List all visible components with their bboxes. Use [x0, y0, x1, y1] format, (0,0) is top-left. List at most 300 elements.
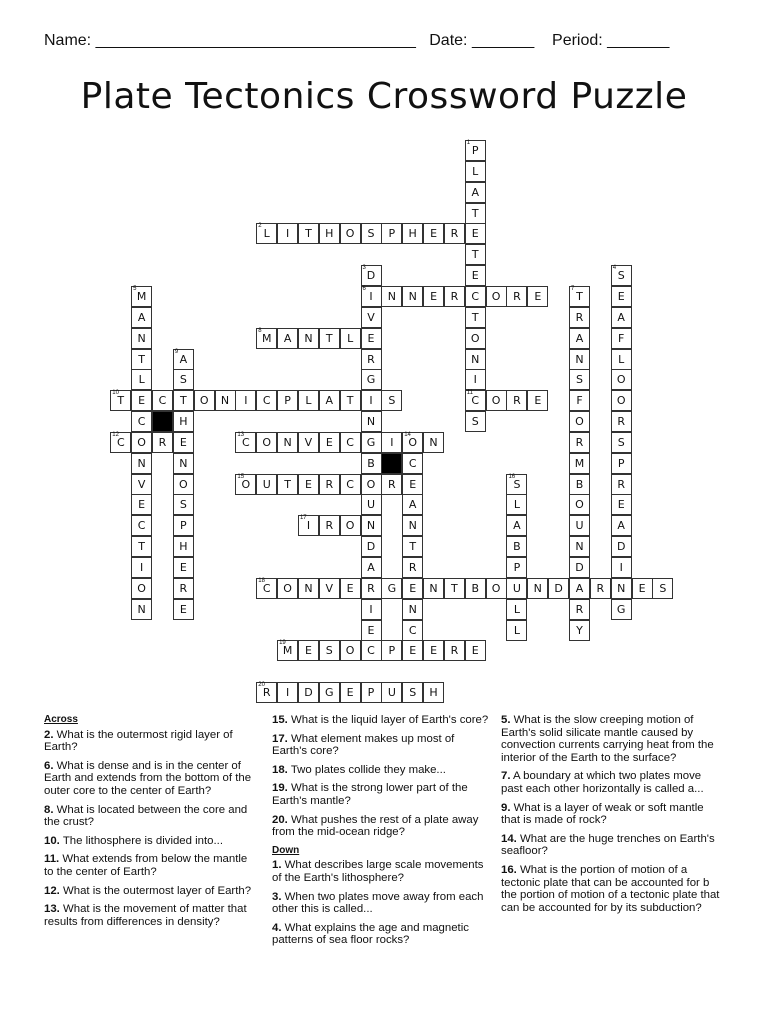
cell-letter: I: [619, 561, 623, 574]
cell-letter: R: [367, 352, 375, 366]
clue-down-4: 4. What explains the age and magnetic patterns of sea floor rocks?: [272, 921, 469, 947]
cell-letter: E: [304, 644, 312, 658]
cell-letter: S: [617, 269, 625, 283]
grid-cell: [569, 557, 590, 578]
grid-cell: [361, 349, 382, 370]
cell-letter: R: [408, 561, 417, 574]
cell-letter: E: [617, 498, 625, 512]
clue-number: 11: [466, 390, 473, 397]
name-label: Name:: [44, 32, 92, 49]
cell-letter: R: [325, 519, 334, 533]
cell-letter: T: [305, 227, 312, 241]
cell-letter: U: [387, 686, 396, 700]
grid-cell: [465, 244, 486, 265]
cell-letter: N: [387, 289, 396, 303]
cell-letter: I: [306, 519, 311, 533]
student-info-line: Name: ____________________________________ Date: _______ Period: _______: [44, 32, 670, 49]
cell-letter: E: [471, 227, 479, 241]
clue-number: 15: [237, 473, 245, 480]
cell-letter: S: [325, 644, 333, 658]
grid-cell: [298, 328, 319, 349]
cell-letter: N: [575, 352, 584, 366]
cell-letter: P: [388, 227, 396, 241]
grid-cell: [215, 390, 236, 411]
grid-cell: [465, 140, 486, 161]
clue-across-8: 8. What is located between the core and the crust?: [44, 803, 248, 829]
grid-cell: [465, 265, 486, 286]
cell-letter: E: [304, 477, 312, 491]
cell-letter: A: [283, 331, 292, 345]
grid-cell: [173, 474, 194, 495]
grid-cell: [611, 328, 632, 349]
grid-cell: [361, 494, 382, 515]
grid-cell: [611, 578, 632, 599]
cell-letter: N: [429, 581, 438, 595]
grid-cell: [152, 432, 173, 453]
grid-cell: [381, 682, 402, 703]
grid-cell: [611, 453, 632, 474]
clue-number: 14: [404, 431, 411, 438]
grid-cell: [402, 599, 423, 620]
clue-number: 6: [362, 285, 366, 292]
grid-cell: [402, 453, 423, 474]
cell-letter: H: [179, 415, 188, 429]
cell-letter: L: [138, 373, 145, 387]
cell-letter: S: [388, 394, 396, 408]
grid-cell: [298, 682, 319, 703]
cell-letter: V: [304, 435, 313, 449]
grid-cell: [256, 328, 277, 349]
clue-down-5: 5. What is the slow creeping motion of Earth's solid silicate mantle caused by convection currents carrying heat from the interior of the Earth to the surface?: [501, 714, 714, 764]
grid-cell: [569, 328, 590, 349]
grid-cell: [611, 307, 632, 328]
grid-cell: [194, 390, 215, 411]
cell-letter: N: [575, 540, 584, 554]
cell-letter: P: [367, 686, 375, 700]
cell-letter: T: [409, 540, 417, 554]
grid-cell: [611, 286, 632, 307]
grid-cell: [402, 432, 423, 453]
grid-cell: [527, 390, 548, 411]
cell-letter: G: [616, 602, 626, 616]
grid-cell: [131, 349, 152, 370]
cell-letter: O: [179, 477, 188, 491]
grid-cell: [402, 536, 423, 557]
cell-letter: A: [325, 394, 334, 408]
cell-letter: C: [262, 581, 271, 595]
cell-letter: N: [533, 581, 542, 595]
cell-letter: E: [179, 435, 187, 449]
cell-letter: S: [409, 686, 417, 700]
grid-cell: [173, 536, 194, 557]
grid-cell: [277, 474, 298, 495]
cell-letter: T: [138, 352, 145, 366]
cell-letter: E: [471, 269, 479, 283]
grid-cell: [361, 474, 382, 495]
grid-cell: [340, 390, 361, 411]
cell-letter: N: [137, 456, 146, 470]
cell-letter: O: [345, 227, 355, 241]
grid-cell: [319, 474, 340, 495]
clue-number: 7: [571, 285, 575, 292]
cell-letter: E: [409, 581, 417, 595]
cell-letter: E: [534, 394, 542, 408]
grid-cell: [611, 390, 632, 411]
page-title: Plate Tectonics Crossword Puzzle: [80, 76, 688, 117]
clue-number: 3: [362, 265, 366, 272]
clue-number: 9: [174, 348, 179, 355]
cell-letter: C: [137, 519, 146, 533]
grid-cell: [444, 223, 465, 244]
grid-cell: [611, 432, 632, 453]
cell-letter: P: [388, 644, 396, 658]
grid-cell: [506, 557, 527, 578]
grid-cell: [361, 557, 382, 578]
cell-letter: B: [367, 456, 375, 470]
grid-cell: [611, 265, 632, 286]
cell-letter: C: [137, 415, 146, 429]
cell-letter: R: [575, 435, 584, 449]
grid-cell: [361, 515, 382, 536]
cell-letter: I: [473, 373, 477, 387]
cell-letter: H: [408, 227, 417, 241]
grid-cell: [506, 536, 527, 557]
grid-cell: [569, 390, 590, 411]
cell-letter: P: [617, 456, 625, 470]
grid-cell: [131, 515, 152, 536]
cell-letter: A: [575, 581, 584, 595]
grid-cell: [381, 432, 402, 453]
down-heading: Down: [272, 844, 300, 856]
cell-letter: L: [305, 394, 312, 408]
cell-letter: S: [179, 498, 187, 512]
grid-cell: [569, 307, 590, 328]
cell-letter: N: [304, 331, 313, 345]
cell-letter: O: [491, 394, 501, 408]
grid-cell: [319, 682, 340, 703]
cell-letter: A: [575, 331, 584, 345]
cell-letter: E: [430, 644, 438, 658]
cell-letter: E: [367, 623, 375, 637]
grid-cell: [361, 328, 382, 349]
cell-letter: I: [390, 435, 394, 449]
grid-cell: [298, 640, 319, 661]
grid-cell: [131, 369, 152, 390]
cell-letter: C: [116, 435, 125, 449]
clues-column-3: [501, 714, 723, 920]
grid-cell: [277, 328, 298, 349]
cell-letter: B: [575, 477, 584, 491]
cell-letter: L: [618, 352, 625, 366]
cell-letter: I: [285, 227, 290, 241]
clue-number: 8: [258, 327, 262, 334]
cell-letter: R: [262, 686, 271, 700]
grid-cell: [381, 578, 402, 599]
grid-cell: [110, 390, 131, 411]
cell-letter: T: [284, 477, 291, 491]
across-heading: Across: [44, 714, 78, 725]
grid-cell: [173, 432, 194, 453]
cell-letter: H: [179, 540, 188, 554]
cell-letter: G: [366, 373, 376, 387]
grid-cell: [444, 640, 465, 661]
grid-cell: [235, 390, 256, 411]
cell-letter: E: [138, 498, 146, 512]
grid-cell: [298, 432, 319, 453]
grid-cell: [131, 599, 152, 620]
cell-letter: D: [616, 540, 626, 554]
clues-column-2: [272, 714, 490, 953]
cell-letter: O: [491, 289, 501, 303]
cell-letter: A: [367, 561, 375, 574]
grid-cell: [569, 349, 590, 370]
cell-letter: D: [575, 561, 584, 574]
cell-letter: R: [617, 415, 626, 429]
cell-letter: T: [471, 206, 479, 220]
clue-down-7: 7. A boundary at which two plates move past each other horizontally is called a...: [501, 770, 704, 795]
grid-cell: [548, 578, 569, 599]
grid-cell: [277, 390, 298, 411]
cell-letter: N: [366, 415, 376, 429]
cell-letter: N: [179, 456, 188, 470]
cell-letter: C: [346, 477, 354, 491]
clue-across-2: 2. What is the outermost rigid layer of Earth?: [44, 728, 233, 754]
grid-cell: [381, 223, 402, 244]
clue-number: 10: [112, 390, 119, 397]
grid-cell: [465, 349, 486, 370]
clue-across-13: 13. What is the movement of matter that results from differences in density?: [44, 903, 247, 928]
grid-cell: [590, 578, 611, 599]
grid-cell: [611, 369, 632, 390]
clue-number: 13: [237, 431, 245, 438]
cell-letter: N: [617, 581, 626, 595]
cell-letter: R: [513, 289, 521, 303]
cell-letter: E: [346, 686, 354, 700]
grid-cell: [423, 682, 444, 703]
cell-letter: O: [366, 477, 376, 491]
cell-letter: O: [241, 477, 251, 491]
cell-letter: T: [471, 248, 479, 262]
cell-letter: E: [409, 477, 417, 491]
grid-cell: [381, 390, 402, 411]
cell-letter: O: [345, 644, 355, 658]
clue-across-18: 18. Two plates collide they make...: [272, 763, 446, 776]
clue-down-1: 1. What describes large scale movements of the Earth's lithosphere?: [272, 859, 484, 884]
grid-cell: [402, 557, 423, 578]
grid-cell: [465, 578, 486, 599]
grid-cell: [423, 286, 444, 307]
cell-letter: N: [429, 435, 438, 449]
cell-letter: O: [616, 394, 626, 408]
cell-letter: R: [513, 394, 521, 408]
grid-cell: [402, 515, 423, 536]
grid-cell: [506, 620, 527, 641]
grid-cell: [131, 390, 152, 411]
grid-cell: [361, 620, 382, 641]
grid-cell: [319, 640, 340, 661]
cell-letter: N: [220, 394, 230, 408]
grid-cell: [423, 432, 444, 453]
grid-cell: [402, 286, 423, 307]
cell-letter: E: [409, 644, 417, 658]
cell-letter: C: [367, 644, 375, 658]
grid-cell: [402, 474, 423, 495]
grid-cell: [569, 494, 590, 515]
cell-letter: U: [575, 519, 584, 533]
cell-letter: V: [325, 581, 334, 595]
grid-cell: [173, 557, 194, 578]
grid-cell: [361, 599, 382, 620]
cell-letter: T: [471, 310, 479, 324]
cell-letter: E: [346, 581, 354, 595]
grid-cell: [131, 411, 152, 432]
cell-letter: R: [617, 477, 626, 491]
cell-letter: C: [346, 435, 354, 449]
grid-cell: [465, 307, 486, 328]
cell-letter: E: [179, 561, 187, 574]
cell-letter: G: [366, 435, 376, 449]
cell-letter: U: [366, 498, 376, 512]
cell-letter: I: [369, 394, 373, 408]
cell-letter: U: [512, 581, 521, 595]
grid-cell: [173, 453, 194, 474]
grid-cell: [277, 640, 298, 661]
grid-cell: [506, 515, 527, 536]
cell-letter: N: [137, 331, 146, 345]
grid-cell: [361, 453, 382, 474]
grid-cell: [319, 328, 340, 349]
cell-letter: G: [325, 686, 334, 700]
cell-letter: D: [366, 269, 376, 283]
grid-cell: [506, 474, 527, 495]
cell-letter: N: [408, 519, 417, 533]
grid-cell: [402, 578, 423, 599]
cell-letter: T: [346, 394, 354, 408]
grid-cell: [486, 390, 507, 411]
grid-cell: [361, 432, 382, 453]
cell-letter: P: [284, 394, 291, 408]
cell-letter: D: [304, 686, 313, 700]
cell-letter: E: [534, 289, 542, 303]
grid-cell: [298, 474, 319, 495]
cell-letter: R: [179, 581, 188, 595]
cell-letter: V: [137, 477, 146, 491]
cell-letter: A: [179, 352, 188, 366]
grid-cell: [569, 536, 590, 557]
grid-cell: [298, 578, 319, 599]
grid-cell: [506, 494, 527, 515]
grid-cell: [340, 578, 361, 599]
clue-number: 16: [508, 473, 516, 480]
grid-cell: [361, 286, 382, 307]
cell-letter: I: [140, 561, 144, 574]
grid-cell: [173, 599, 194, 620]
grid-cell: [340, 328, 361, 349]
cell-letter: H: [325, 227, 334, 241]
clue-number: 19: [279, 640, 286, 647]
grid-cell: [340, 474, 361, 495]
grid-cell: [298, 223, 319, 244]
grid-cell: [569, 369, 590, 390]
grid-cell: [131, 494, 152, 515]
grid-cell: [361, 265, 382, 286]
cell-letter: O: [470, 331, 480, 345]
grid-cell: [465, 390, 486, 411]
grid-cell: [319, 223, 340, 244]
grid-cell: [465, 203, 486, 224]
clue-number: 2: [258, 223, 262, 230]
grid-cell: [235, 474, 256, 495]
clue-across-17: 17. What element makes up most of Earth's core?: [272, 732, 455, 758]
grid-cell: [506, 390, 527, 411]
grid-cell: [298, 515, 319, 536]
grid-cell: [506, 578, 527, 599]
clue-down-9: 9. What is a layer of weak or soft mantle that is made of rock?: [501, 801, 704, 827]
grid-cell: [465, 286, 486, 307]
cell-letter: R: [450, 227, 459, 241]
grid-cell: [611, 515, 632, 536]
grid-cell: [486, 578, 507, 599]
clue-number: 5: [133, 285, 137, 292]
cell-letter: N: [408, 289, 417, 303]
cell-letter: A: [408, 498, 417, 512]
cell-letter: L: [472, 164, 479, 178]
grid-cell: [319, 432, 340, 453]
grid-cell: [423, 640, 444, 661]
cell-letter: S: [513, 477, 521, 491]
cell-letter: H: [429, 686, 438, 700]
grid-cell: [131, 286, 152, 307]
grid-cell: [173, 390, 194, 411]
grid-cell: [340, 682, 361, 703]
cell-letter: A: [513, 519, 521, 533]
cell-letter: C: [408, 623, 417, 637]
cell-letter: R: [158, 435, 167, 449]
cell-letter: R: [367, 581, 375, 595]
grid-cell: [611, 557, 632, 578]
cell-letter: O: [575, 415, 584, 429]
grid-cell: [402, 223, 423, 244]
grid-cell: [361, 640, 382, 661]
clue-number: 4: [612, 265, 617, 272]
cell-letter: S: [617, 435, 625, 449]
cell-letter: L: [347, 331, 354, 345]
grid-cell: [569, 474, 590, 495]
cell-letter: E: [430, 227, 438, 241]
grid-cell: [569, 432, 590, 453]
black-square: [152, 411, 173, 432]
grid-cell: [381, 640, 402, 661]
grid-cell: [361, 223, 382, 244]
grid-cell: [361, 578, 382, 599]
grid-cell: [256, 223, 277, 244]
grid-cell: [131, 453, 152, 474]
grid-cell: [465, 182, 486, 203]
grid-cell: [611, 411, 632, 432]
cell-letter: E: [638, 581, 646, 595]
clue-down-3: 3. When two plates move away from each other this is called...: [272, 890, 484, 916]
cell-letter: N: [471, 352, 480, 366]
grid-cell: [173, 349, 194, 370]
cell-letter: C: [242, 435, 250, 449]
grid-cell: [444, 286, 465, 307]
cell-letter: S: [471, 415, 479, 429]
grid-cell: [569, 286, 590, 307]
grid-cell: [423, 223, 444, 244]
cell-letter: M: [282, 644, 293, 658]
cell-letter: L: [513, 602, 520, 616]
cell-letter: C: [262, 394, 271, 408]
